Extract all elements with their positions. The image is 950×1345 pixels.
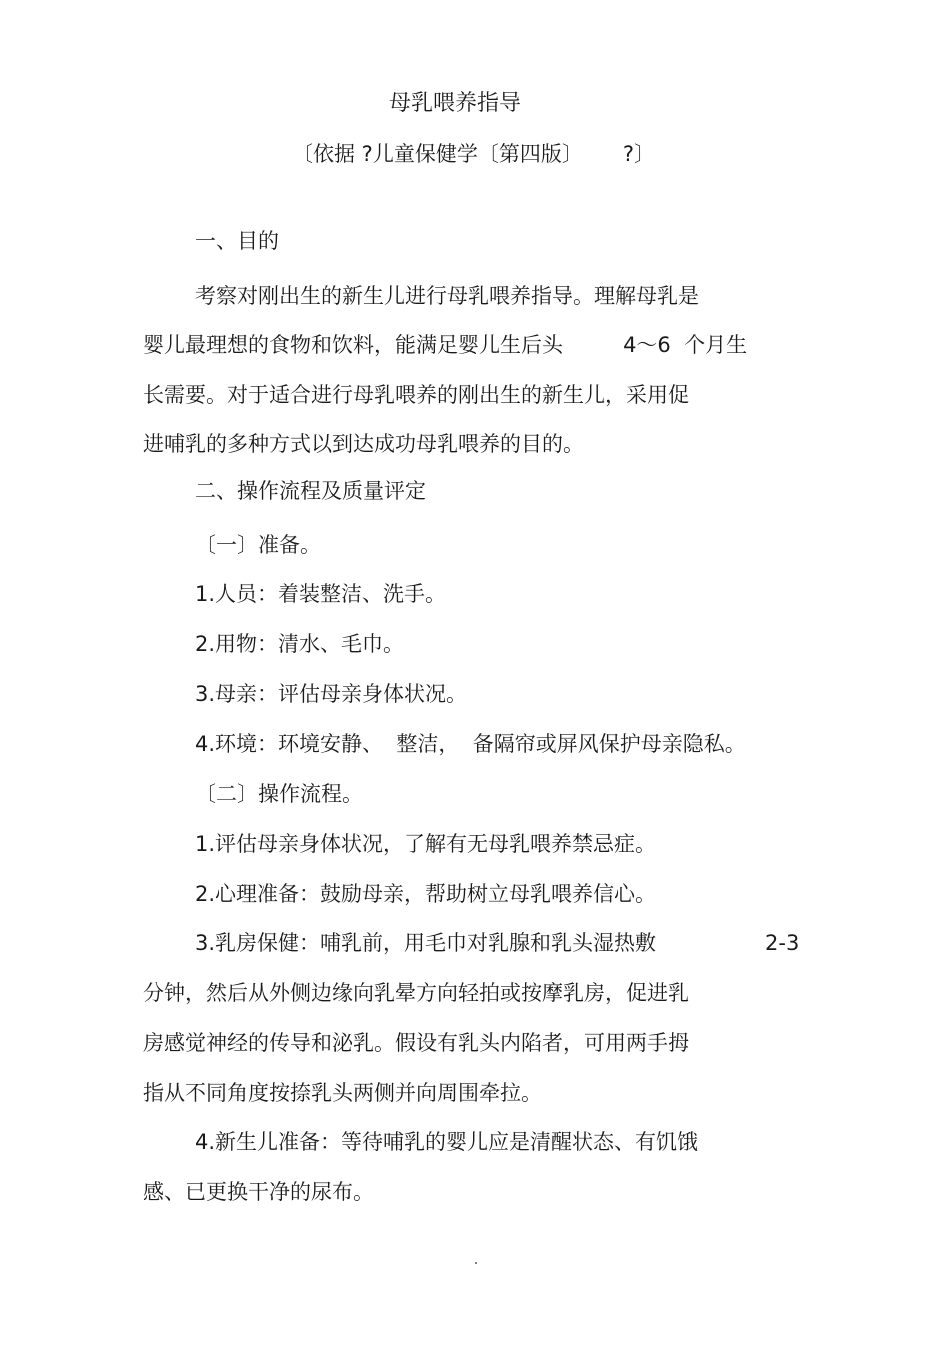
list-item: 4.环境：环境安静、 整洁， 备隔帘或屏风保护母亲隐私。 [195,732,746,756]
list-item: 2.心理准备：鼓励母亲，帮助树立母乳喂养信心。 [195,882,657,906]
paragraph-line: 婴儿最理想的食物和饮料，能满足婴儿生后头 4～6 个月生 [143,333,748,357]
paragraph-line: 房感觉神经的传导和泌乳。假设有乳头内陷者，可用两手拇 [143,1031,689,1055]
list-item: 1.评估母亲身体状况，了解有无母乳喂养禁忌症。 [195,832,657,856]
list-item: 3.母亲：评估母亲身体状况。 [195,682,468,706]
section-heading-purpose: 一、目的 [195,229,279,253]
subsection-heading-operation: 〔二〕操作流程。 [195,782,363,806]
paragraph-line: 长需要。对于适合进行母乳喂养的刚出生的新生儿，采用促 [143,383,689,407]
paragraph-line: 指从不同角度按捺乳头两侧并向周围牵拉。 [143,1081,542,1105]
section-heading-procedure: 二、操作流程及质量评定 [195,479,426,503]
subsection-heading-preparation: 〔一〕准备。 [195,533,321,557]
paragraph-line: 进哺乳的多种方式以到达成功母乳喂养的目的。 [143,432,584,456]
paragraph-line: 分钟，然后从外侧边缘向乳晕方向轻拍或按摩乳房，促进乳 [143,981,689,1005]
list-item: 3.乳房保健：哺乳前，用毛巾对乳腺和乳头湿热敷 [195,931,657,955]
paragraph-line: 感、已更换干净的尿布。 [143,1180,374,1204]
list-item: 1.人员：着装整洁、洗手。 [195,582,447,606]
document-title: 母乳喂养指导 [389,91,522,116]
paragraph-line: 考察对刚出生的新生儿进行母乳喂养指导。理解母乳是 [195,284,699,308]
page-dot-mark [475,1262,477,1264]
list-item: 2.用物：清水、毛巾。 [195,632,405,656]
list-item-number: 2-3 [765,931,800,955]
list-item: 4.新生儿准备：等待哺乳的婴儿应是清醒状态、有饥饿 [195,1130,699,1154]
document-subtitle: 〔依据 ?儿童保健学〔第四版〕 ?〕 [292,142,656,166]
